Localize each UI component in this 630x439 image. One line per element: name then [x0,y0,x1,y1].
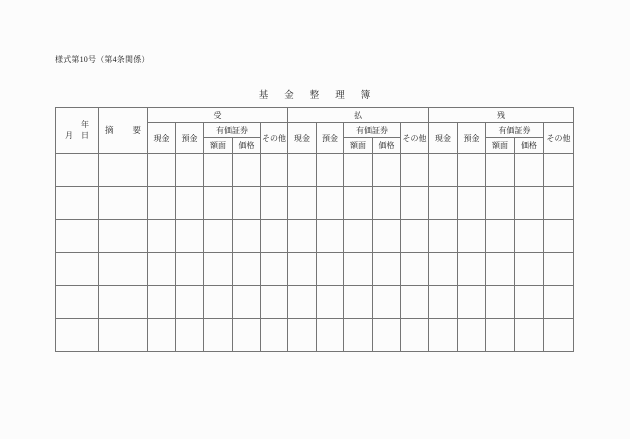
payments-securities-header: 有価証券 [344,123,401,138]
date-cell [56,154,99,187]
amount-cell [344,187,373,220]
amount-cell [429,286,458,319]
amount-cell [261,319,288,352]
amount-cell [515,220,544,253]
amount-cell [233,319,261,352]
amount-cell [458,253,486,286]
summary-cell [99,220,148,253]
amount-cell [288,253,317,286]
amount-cell [176,319,204,352]
amount-cell [486,253,515,286]
balance-cash-header: 現金 [429,123,458,154]
summary-cell [99,319,148,352]
year-label: 年 [81,120,89,129]
amount-cell [373,154,401,187]
amount-cell [204,220,233,253]
amount-cell [401,253,429,286]
amount-cell [288,220,317,253]
amount-cell [261,187,288,220]
amount-cell [204,319,233,352]
amount-cell [429,319,458,352]
amount-cell [544,253,574,286]
fund-register-table [55,107,574,352]
empty-row [56,154,574,187]
amount-cell [429,154,458,187]
balance-deposit-header: 預金 [458,123,486,154]
amount-cell [429,187,458,220]
date-column-header [56,108,99,154]
amount-cell [486,286,515,319]
amount-cell [486,154,515,187]
summary-column-header [99,108,148,154]
amount-cell [204,154,233,187]
receipts-cash-header: 現金 [148,123,176,154]
date-header-layout [56,120,98,141]
date-cell [56,286,99,319]
amount-cell [317,286,344,319]
amount-cell [317,319,344,352]
amount-cell [288,187,317,220]
amount-cell [204,253,233,286]
amount-cell [401,154,429,187]
amount-cell [176,220,204,253]
document-title: 基金整理簿 [258,91,387,101]
amount-cell [401,187,429,220]
amount-cell [373,187,401,220]
amount-cell [148,220,176,253]
amount-cell [458,154,486,187]
amount-cell [148,154,176,187]
payments-price-header: 価格 [373,138,401,154]
balance-group-header: 残 [429,108,574,123]
month-label: 月 [65,130,73,140]
form-number-label: 様式第10号（第4条関係） [55,55,150,64]
amount-cell [401,286,429,319]
amount-cell [233,187,261,220]
amount-cell [261,154,288,187]
amount-cell [401,319,429,352]
amount-cell [544,187,574,220]
empty-row [56,286,574,319]
payments-cash-header: 現金 [288,123,317,154]
amount-cell [486,220,515,253]
amount-cell [261,253,288,286]
empty-row [56,319,574,352]
receipts-face-value-header: 額面 [204,138,233,154]
receipts-other-header: その他 [261,123,288,154]
payments-other-header: その他 [401,123,429,154]
amount-cell [344,286,373,319]
receipts-price-header: 価格 [233,138,261,154]
summary-cell [99,187,148,220]
amount-cell [515,253,544,286]
amount-cell [317,187,344,220]
amount-cell [401,220,429,253]
amount-cell [261,220,288,253]
amount-cell [344,154,373,187]
amount-cell [373,286,401,319]
day-label: 日 [81,130,89,140]
payments-deposit-header: 預金 [317,123,344,154]
amount-cell [233,154,261,187]
receipts-securities-header: 有価証券 [204,123,261,138]
amount-cell [288,319,317,352]
register-body [56,154,574,352]
amount-cell [204,286,233,319]
amount-cell [148,187,176,220]
header-row-groups [56,108,574,123]
amount-cell [486,319,515,352]
amount-cell [544,220,574,253]
amount-cell [429,253,458,286]
amount-cell [373,220,401,253]
amount-cell [429,220,458,253]
receipts-deposit-header: 預金 [176,123,204,154]
amount-cell [458,319,486,352]
amount-cell [486,187,515,220]
amount-cell [176,154,204,187]
amount-cell [317,154,344,187]
amount-cell [458,220,486,253]
date-cell [56,187,99,220]
balance-securities-header: 有価証券 [486,123,544,138]
balance-other-header: その他 [544,123,574,154]
amount-cell [515,319,544,352]
amount-cell [344,253,373,286]
date-cell [56,220,99,253]
payments-group-header: 払 [288,108,429,123]
amount-cell [288,154,317,187]
summary-cell [99,253,148,286]
summary-cell [99,286,148,319]
amount-cell [544,286,574,319]
balance-face-value-header: 額面 [486,138,515,154]
empty-row [56,220,574,253]
summary-cell [99,154,148,187]
amount-cell [458,187,486,220]
amount-cell [261,286,288,319]
amount-cell [317,220,344,253]
amount-cell [148,319,176,352]
balance-price-header: 価格 [515,138,544,154]
amount-cell [233,286,261,319]
amount-cell [544,154,574,187]
amount-cell [373,253,401,286]
date-cell [56,319,99,352]
amount-cell [148,286,176,319]
amount-cell [458,286,486,319]
amount-cell [515,286,544,319]
amount-cell [176,187,204,220]
amount-cell [515,154,544,187]
amount-cell [233,220,261,253]
amount-cell [176,286,204,319]
amount-cell [515,187,544,220]
amount-cell [544,319,574,352]
amount-cell [288,286,317,319]
amount-cell [148,253,176,286]
amount-cell [344,319,373,352]
empty-row [56,253,574,286]
amount-cell [373,319,401,352]
empty-row [56,187,574,220]
payments-face-value-header: 額面 [344,138,373,154]
amount-cell [233,253,261,286]
amount-cell [344,220,373,253]
summary-label: 摘要 [105,125,141,135]
amount-cell [204,187,233,220]
receipts-group-header: 受 [148,108,288,123]
amount-cell [317,253,344,286]
amount-cell [176,253,204,286]
date-cell [56,253,99,286]
